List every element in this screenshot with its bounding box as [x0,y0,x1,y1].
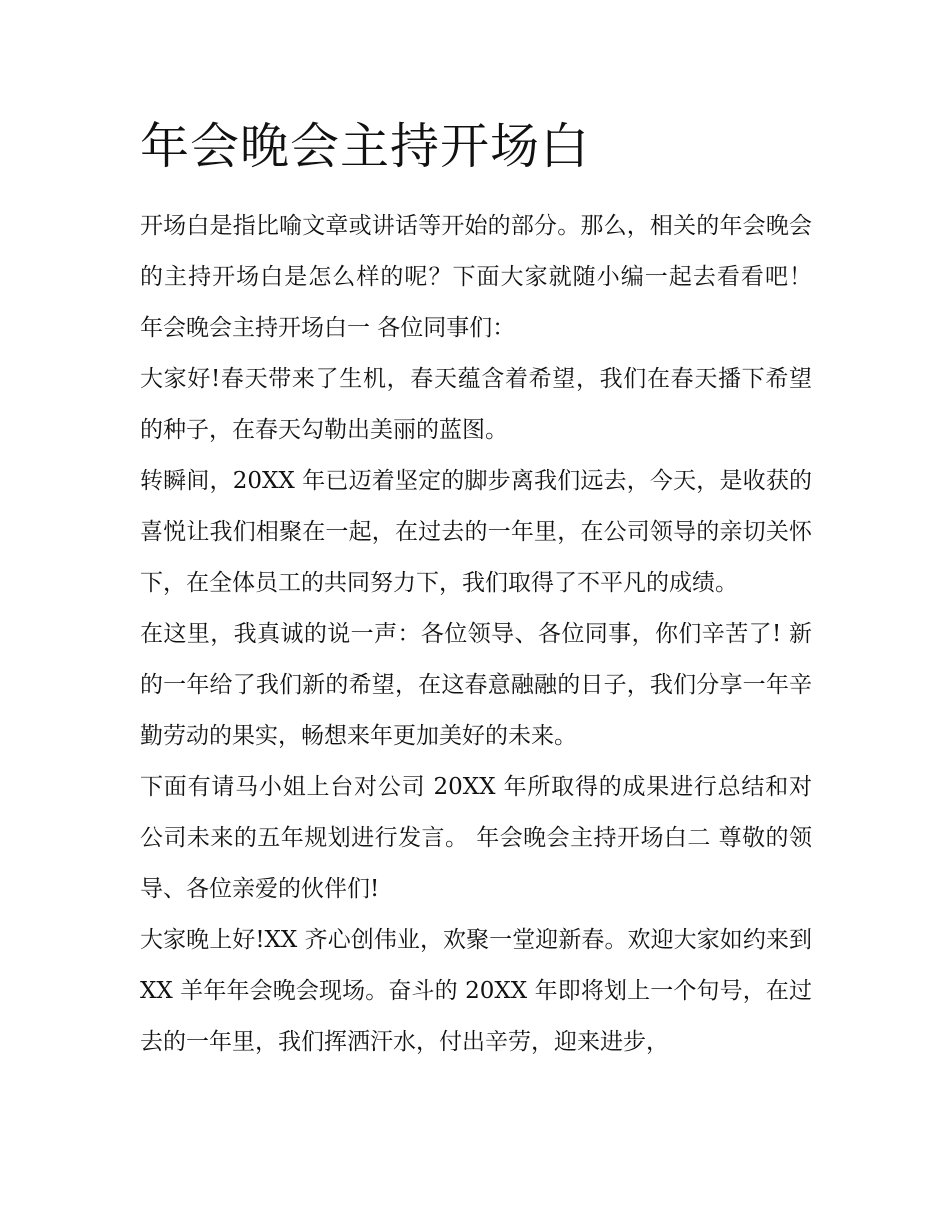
paragraph-invitation: 下面有请马小姐上台对公司 20XX 年所取得的成果进行总结和对公司未来的五年规划进行发言。 年会晚会主持开场白二 尊敬的领导、各位亲爱的伙伴们! [140,774,812,902]
document-title: 年会晚会主持开场白 [140,118,591,175]
paragraph-year-review: 转瞬间，20XX 年已迈着坚定的脚步离我们远去，今天，是收获的喜悦让我们相聚在一起，在过去的一年里，在公司领导的亲切关怀下，在全体员工的共同努力下，我们取得了不平凡的成绩。 [140,468,812,596]
document-body [140,112,812,1068]
paragraph-welcome: 大家晚上好!XX 齐心创伟业，欢聚一堂迎新春。欢迎大家如约来到 XX 羊年年会晚会现场。奋斗的 20XX 年即将划上一个句号，在过去的一年里，我们挥洒汗水，付出辛劳，迎来进步， [140,927,812,1055]
paragraph-list [140,201,812,1068]
paragraph-greeting: 大家好!春天带来了生机，春天蕴含着希望，我们在春天播下希望的种子，在春天勾勒出美丽的蓝图。 [140,366,812,443]
paragraph-thanks: 在这里，我真诚的说一声：各位领导、各位同事，你们辛苦了! 新的一年给了我们新的希望，在这春意融融的日子，我们分享一年辛勤劳动的果实，畅想来年更加美好的未来。 [140,621,812,749]
paragraph-intro: 开场白是指比喻文章或讲话等开始的部分。那么，相关的年会晚会的主持开场白是怎么样的呢？下面大家就随小编一起去看看吧！ 年会晚会主持开场白一 各位同事们： [140,213,812,341]
